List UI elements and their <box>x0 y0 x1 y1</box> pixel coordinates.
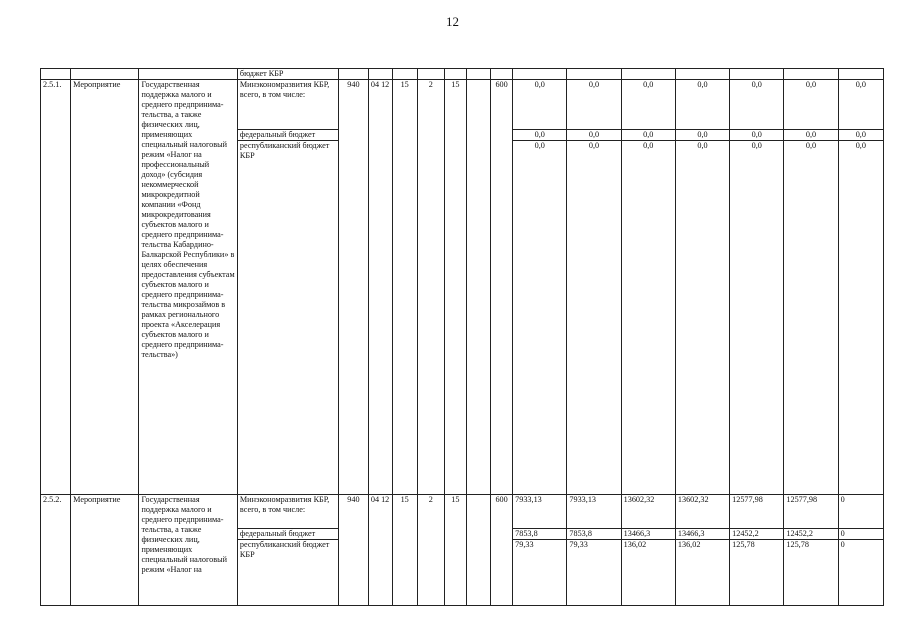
value-cell: 7853,8 <box>567 529 621 540</box>
item-type: Мероприятие <box>71 80 139 495</box>
item-type: Мероприятие <box>71 495 139 606</box>
code-empty <box>466 80 490 495</box>
budget-table <box>40 68 884 606</box>
code-c2: 2 <box>417 495 444 606</box>
value-cell: 0,0 <box>567 141 621 495</box>
value-cell: 12452,2 <box>784 529 838 540</box>
value-cell: 13602,32 <box>621 495 675 529</box>
value-cell: 125,78 <box>730 540 784 606</box>
item-number: 2.5.2. <box>41 495 71 606</box>
item-description: Государственная поддержка малого и среднего предпринима-тельства, а также физических лиц, применяющих специальный налоговый режим «Налог на <box>139 495 237 606</box>
value-cell: 0,0 <box>730 130 784 141</box>
value-cell: 12452,2 <box>730 529 784 540</box>
item-description: Государственная поддержка малого и среднего предпринима-тельства, а также физических лиц, применяющих специальный налоговый режим «Налог на профессиональный доход» (субсидия некоммерческой микрокредитной компании «Фонд микрокредитования субъектов малого и среднего предпринима-тельства Кабардино-Балкарской Республики» в целях обеспечения предоставления субъектам субъектов малого и среднего предпринима-тельства микрозаймов в рамках регионального проекта «Акселерация субъектов малого и среднего предпринима-тельства») <box>139 80 237 495</box>
code-grbs: 940 <box>339 80 368 495</box>
code-c3: 15 <box>444 80 466 495</box>
source-cell: федеральный бюджет <box>237 130 338 141</box>
value-cell: 0,0 <box>513 80 567 130</box>
source-cell: бюджет КБР <box>237 69 338 80</box>
value-cell: 0,0 <box>838 141 883 495</box>
value-cell: 7933,13 <box>513 495 567 529</box>
code-c1: 15 <box>392 495 417 606</box>
value-cell: 0,0 <box>675 80 729 130</box>
source-cell: Минэкономразвития КБР, всего, в том числе: <box>237 495 338 529</box>
value-cell: 12577,98 <box>784 495 838 529</box>
table-row-continuation <box>41 69 884 80</box>
value-cell: 0 <box>838 529 883 540</box>
value-cell: 0,0 <box>513 141 567 495</box>
value-cell: 136,02 <box>621 540 675 606</box>
value-cell: 7933,13 <box>567 495 621 529</box>
value-cell: 125,78 <box>784 540 838 606</box>
page-number: 12 <box>446 14 459 29</box>
value-cell: 13466,3 <box>675 529 729 540</box>
value-cell: 0,0 <box>838 80 883 130</box>
value-cell: 79,33 <box>513 540 567 606</box>
table-row-2-5-1-total <box>41 80 884 130</box>
value-cell: 0,0 <box>675 130 729 141</box>
value-cell: 0,0 <box>730 141 784 495</box>
code-rz-pr: 04 12 <box>368 495 392 606</box>
source-cell: республиканский бюджет КБР <box>237 141 338 495</box>
source-cell: Минэкономразвития КБР, всего, в том числе: <box>237 80 338 130</box>
value-cell: 136,02 <box>675 540 729 606</box>
value-cell: 0,0 <box>838 130 883 141</box>
code-c1: 15 <box>392 80 417 495</box>
source-cell: республиканский бюджет КБР <box>237 540 338 606</box>
value-cell: 0,0 <box>567 130 621 141</box>
value-cell: 7853,8 <box>513 529 567 540</box>
code-c2: 2 <box>417 80 444 495</box>
value-cell: 0,0 <box>730 80 784 130</box>
value-cell: 13466,3 <box>621 529 675 540</box>
value-cell: 79,33 <box>567 540 621 606</box>
value-cell: 0,0 <box>621 130 675 141</box>
code-vr: 600 <box>491 80 513 495</box>
item-number: 2.5.1. <box>41 80 71 495</box>
code-rz-pr: 04 12 <box>368 80 392 495</box>
code-empty <box>466 495 490 606</box>
value-cell: 0,0 <box>675 141 729 495</box>
value-cell: 0,0 <box>784 141 838 495</box>
value-cell: 0 <box>838 495 883 529</box>
code-grbs: 940 <box>339 495 368 606</box>
table-row-2-5-2-total <box>41 495 884 529</box>
source-cell: федеральный бюджет <box>237 529 338 540</box>
value-cell: 0,0 <box>784 80 838 130</box>
value-cell: 0 <box>838 540 883 606</box>
value-cell: 0,0 <box>513 130 567 141</box>
value-cell: 0,0 <box>784 130 838 141</box>
value-cell: 0,0 <box>621 141 675 495</box>
value-cell: 0,0 <box>621 80 675 130</box>
code-c3: 15 <box>444 495 466 606</box>
value-cell: 0,0 <box>567 80 621 130</box>
value-cell: 13602,32 <box>675 495 729 529</box>
code-vr: 600 <box>491 495 513 606</box>
value-cell: 12577,98 <box>730 495 784 529</box>
